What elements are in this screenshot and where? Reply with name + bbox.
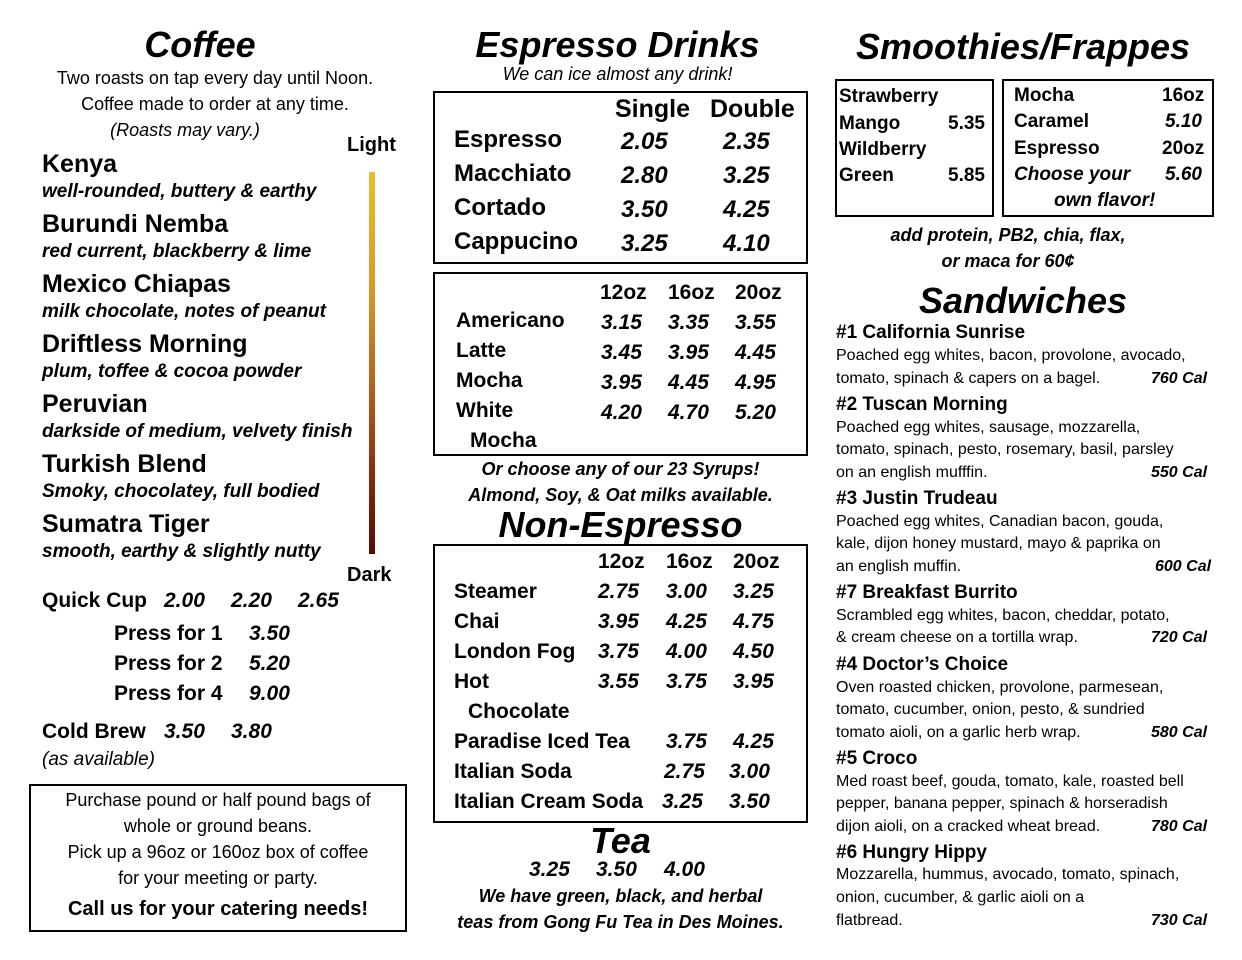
sandwich-desc: Scrambled egg whites, bacon, cheddar, potato,: [836, 607, 1170, 624]
non-espresso-price: 2.75: [664, 760, 705, 783]
tea-price: 3.25: [529, 858, 570, 881]
sandwich-desc: tomato aioli, on a garlic herb wrap.: [836, 724, 1081, 741]
espresso-price: 4.10: [723, 230, 770, 257]
press-price: 3.50: [249, 622, 290, 645]
frappe-price: 5.10: [1165, 111, 1202, 132]
drink-price: 3.35: [668, 311, 709, 334]
header-double: Double: [710, 95, 795, 123]
tea-price: 3.50: [596, 858, 637, 881]
coffee-intro-line-1: Two roasts on tap every day until Noon.: [56, 68, 374, 88]
quick-cup-price: 2.65: [298, 589, 339, 612]
bean-bags-line: whole or ground beans.: [123, 816, 313, 836]
sandwich-desc: onion, cucumber, & garlic aioli on a: [836, 889, 1085, 906]
drink-item: Mocha: [456, 369, 523, 392]
espresso-subtitle: We can ice almost any drink!: [502, 64, 733, 84]
press-price: 5.20: [249, 652, 290, 675]
header-single: Single: [615, 95, 691, 123]
sandwich-desc: tomato, cucumber, onion, pesto, & sundried: [836, 701, 1145, 718]
roast-name: Turkish Blend: [42, 450, 207, 478]
press-label: Press for 4: [114, 682, 223, 705]
non-espresso-price: 3.00: [666, 580, 707, 603]
sandwich-title: #1 California Sunrise: [836, 322, 1026, 343]
sandwich-desc: an english muffin.: [836, 558, 962, 575]
non-espresso-price: 3.95: [733, 670, 774, 693]
drink-price: 4.45: [735, 341, 776, 364]
sandwich-calories: 550 Cal: [1151, 464, 1208, 481]
roast-name: Sumatra Tiger: [42, 510, 210, 538]
non-espresso-price: 3.25: [733, 580, 774, 603]
non-espresso-box: [433, 544, 808, 823]
sandwich-desc: Mozzarella, hummus, avocado, tomato, spinach,: [836, 866, 1180, 883]
roast-scale-bar: [369, 172, 375, 554]
sandwich-desc: pepper, banana pepper, spinach & horseradish: [836, 795, 1168, 812]
drink-price: 3.95: [601, 371, 642, 394]
drink-price: 3.45: [601, 341, 642, 364]
roast-desc: Smoky, chocolatey, full bodied: [42, 481, 320, 502]
size-header: 16oz: [666, 550, 713, 573]
bean-bags-line: for your meeting or party.: [118, 868, 318, 888]
smoothies-title: Smoothies/Frappes: [855, 26, 1191, 67]
sandwich-title: #7 Breakfast Burrito: [836, 582, 1018, 603]
drink-item: Latte: [456, 339, 507, 362]
roast-desc: darkside of medium, velvety finish: [42, 421, 353, 442]
non-espresso-item: Paradise Iced Tea: [454, 730, 630, 753]
non-espresso-item: Chai: [454, 610, 500, 633]
coffee-title: Coffee: [144, 24, 256, 65]
non-espresso-price: 3.75: [598, 640, 639, 663]
non-espresso-item: Hot: [454, 670, 489, 693]
size-header: 12oz: [600, 281, 647, 304]
sandwich-calories: 730 Cal: [1151, 912, 1208, 929]
sandwich-desc: Poached egg whites, bacon, provolone, avocado,: [836, 347, 1186, 364]
quick-cup-label: Quick Cup: [42, 589, 148, 612]
non-espresso-price: 4.50: [733, 640, 774, 663]
sandwiches-title: Sandwiches: [918, 280, 1128, 321]
non-espresso-price: 3.55: [598, 670, 639, 693]
cold-brew-label: Cold Brew: [42, 720, 146, 743]
non-espresso-price: 3.75: [666, 730, 707, 753]
drink-item: Americano: [456, 309, 565, 332]
sandwich-title: #3 Justin Trudeau: [836, 488, 998, 509]
sandwich-desc: dijon aioli, on a cracked wheat bread.: [836, 818, 1101, 835]
drink-price: 4.45: [668, 371, 709, 394]
smoothie-item: Wildberry: [839, 139, 927, 160]
sandwich-desc: Med roast beef, gouda, tomato, kale, roasted bell: [836, 773, 1184, 790]
drink-price: 5.20: [735, 401, 776, 424]
non-espresso-price: 3.50: [729, 790, 770, 813]
non-espresso-item: Steamer: [454, 580, 537, 603]
sandwich-calories: 580 Cal: [1151, 724, 1208, 741]
non-espresso-price: 4.25: [733, 730, 774, 753]
roast-name: Driftless Morning: [42, 330, 248, 358]
sandwich-title: #4 Doctor’s Choice: [836, 654, 1009, 675]
espresso-price: 3.50: [621, 196, 668, 223]
non-espresso-price: 3.75: [666, 670, 707, 693]
addon-note: or maca for 60¢: [941, 251, 1075, 271]
sandwich-desc: flatbread.: [836, 912, 903, 929]
non-espresso-price: 3.25: [662, 790, 703, 813]
frappe-item: Caramel: [1014, 111, 1089, 132]
tea-title: Tea: [590, 820, 651, 861]
espresso-price: 3.25: [723, 162, 770, 189]
roast-desc: red current, blackberry & lime: [42, 241, 312, 262]
non-espresso-item: Italian Cream Soda: [454, 790, 644, 813]
non-espresso-item-cont: Chocolate: [468, 700, 570, 723]
non-espresso-item: London Fog: [454, 640, 576, 663]
roast-name: Peruvian: [42, 390, 148, 418]
sandwich-desc: Poached egg whites, sausage, mozzarella,: [836, 419, 1141, 436]
sandwich-title: #2 Tuscan Morning: [836, 394, 1008, 415]
frappe-price: 5.60: [1165, 164, 1202, 185]
sandwich-desc: Oven roasted chicken, provolone, parmesean,: [836, 679, 1164, 696]
coffee-intro-line-2: Coffee made to order at any time.: [81, 94, 349, 114]
press-label: Press for 1: [114, 622, 223, 645]
espresso-price: 2.05: [621, 128, 668, 155]
frappe-item: Mocha: [1014, 85, 1075, 106]
smoothies-fruit-box: [835, 79, 994, 217]
espresso-price: 2.80: [621, 162, 668, 189]
press-price: 9.00: [249, 682, 290, 705]
bean-bags-line: Purchase pound or half pound bags of: [65, 790, 371, 810]
espresso-price: 3.25: [621, 230, 668, 257]
roast-name: Mexico Chiapas: [42, 270, 231, 298]
frappe-item: Espresso: [1014, 138, 1100, 159]
frappe-size: 20oz: [1162, 138, 1205, 159]
espresso-item: Espresso: [454, 126, 563, 153]
size-header: 16oz: [668, 281, 715, 304]
non-espresso-price: 4.25: [666, 610, 707, 633]
drink-price: 4.20: [601, 401, 642, 424]
dark-label: Dark: [347, 564, 392, 586]
sandwich-desc: on an english mufffin.: [836, 464, 988, 481]
espresso-box: [433, 91, 808, 264]
frappe-size: 16oz: [1162, 85, 1205, 106]
press-label: Press for 2: [114, 652, 223, 675]
sandwich-calories: 760 Cal: [1151, 370, 1208, 387]
smoothie-item: Green: [839, 165, 894, 186]
quick-cup-price: 2.00: [164, 589, 205, 612]
sandwich-title: #6 Hungry Hippy: [836, 842, 987, 863]
sandwich-desc: kale, dijon honey mustard, mayo & paprika on: [836, 535, 1161, 552]
tea-price: 4.00: [664, 858, 705, 881]
espresso-item: Macchiato: [454, 160, 572, 187]
non-espresso-price: 4.75: [733, 610, 774, 633]
smoothie-price: 5.35: [948, 113, 985, 134]
roast-name: Kenya: [42, 150, 118, 178]
drink-price: 3.55: [735, 311, 776, 334]
drink-price: 4.70: [668, 401, 709, 424]
espresso-price: 2.35: [723, 128, 770, 155]
frappes-box: [1002, 79, 1214, 217]
espresso-title: Espresso Drinks: [475, 24, 760, 65]
size-header: 20oz: [733, 550, 780, 573]
sandwich-title: #5 Croco: [836, 748, 918, 769]
espresso-item: Cortado: [454, 194, 546, 221]
non-espresso-price: 3.95: [598, 610, 639, 633]
smoothie-item: Strawberry: [839, 86, 939, 107]
light-label: Light: [347, 134, 396, 156]
non-espresso-price: 2.75: [598, 580, 639, 603]
cold-brew-price: 3.80: [231, 720, 272, 743]
catering-cta: Call us for your catering needs!: [67, 898, 369, 920]
milk-note: Almond, Soy, & Oat milks available.: [468, 485, 773, 505]
sandwich-desc: tomato, spinach & capers on a bagel.: [836, 370, 1101, 387]
non-espresso-item: Italian Soda: [454, 760, 572, 783]
non-espresso-title: Non-Espresso: [498, 504, 743, 545]
drink-price: 3.15: [601, 311, 642, 334]
cold-brew-price: 3.50: [164, 720, 205, 743]
syrup-note: Or choose any of our 23 Syrups!: [481, 459, 760, 479]
sandwich-desc: Poached egg whites, Canadian bacon, gouda,: [836, 513, 1164, 530]
drink-item-cont: Mocha: [470, 429, 537, 452]
americano-box: [433, 272, 808, 456]
espresso-price: 4.25: [723, 196, 770, 223]
non-espresso-price: 3.00: [729, 760, 770, 783]
addon-note: add protein, PB2, chia, flax,: [890, 225, 1126, 245]
drink-item: White: [456, 399, 514, 422]
sandwich-calories: 780 Cal: [1151, 818, 1208, 835]
non-espresso-price: 4.00: [666, 640, 707, 663]
frappe-item: Choose your: [1014, 164, 1131, 185]
roast-name: Burundi Nemba: [42, 210, 229, 238]
coffee-intro-line-3: (Roasts may vary.): [110, 120, 260, 140]
size-header: 12oz: [598, 550, 645, 573]
sandwich-calories: 600 Cal: [1155, 558, 1212, 575]
tea-note: We have green, black, and herbal: [478, 886, 763, 906]
espresso-item: Cappucino: [454, 228, 578, 255]
tea-note: teas from Gong Fu Tea in Des Moines.: [457, 912, 784, 932]
size-header: 20oz: [735, 281, 782, 304]
cold-brew-note: (as available): [42, 749, 155, 770]
bean-bags-line: Pick up a 96oz or 160oz box of coffee: [67, 842, 369, 862]
smoothie-item: Mango: [839, 113, 901, 134]
bean-bags-box: [29, 784, 407, 932]
sandwich-desc: tomato, spinach, pesto, rosemary, basil, parsley: [836, 441, 1174, 458]
roast-desc: milk chocolate, notes of peanut: [42, 301, 326, 322]
smoothie-price: 5.85: [948, 165, 985, 186]
drink-price: 3.95: [668, 341, 709, 364]
roast-desc: plum, toffee & cocoa powder: [42, 361, 302, 382]
roast-desc: smooth, earthy & slightly nutty: [42, 541, 321, 562]
roast-desc: well-rounded, buttery & earthy: [42, 181, 317, 202]
drink-price: 4.95: [735, 371, 776, 394]
frappe-item-cont: own flavor!: [1054, 190, 1156, 211]
sandwich-desc: & cream cheese on a tortilla wrap.: [836, 629, 1078, 646]
sandwich-calories: 720 Cal: [1151, 629, 1208, 646]
quick-cup-price: 2.20: [231, 589, 272, 612]
